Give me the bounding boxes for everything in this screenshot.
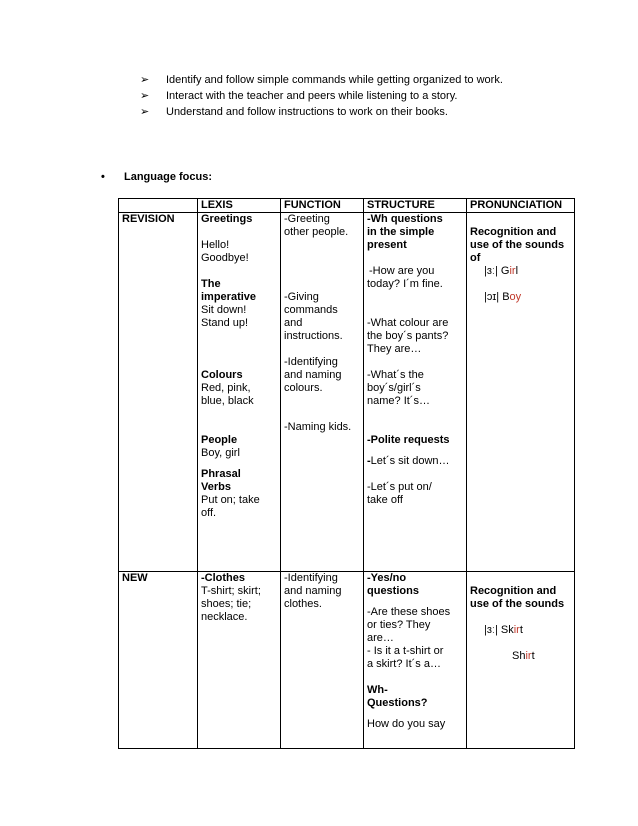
arrow-bullet-icon: ➢ [140,90,150,102]
row-label: NEW [122,572,148,584]
word-highlight: oy [509,291,522,303]
function-item: -Identifying [284,356,338,368]
new-pronunciation-cell [467,572,575,749]
objective-text: Identify and follow simple commands while getting organized to work. [166,74,503,86]
revision-structure-cell [364,213,467,572]
word-part: Sh [512,650,526,662]
structure-polite-title: -Polite requests [367,434,450,446]
structure-item [367,455,463,468]
lexis-item: Sit down! [201,304,247,316]
revision-pronunciation-cell [467,213,575,572]
revision-row [119,213,575,572]
example-word [512,650,535,662]
word-part: G [500,265,510,277]
structure-text: Let´s sit down… [370,455,450,467]
new-function-cell [281,572,364,749]
lexis-imperative-title: The [201,278,221,290]
structure-item: -Let´s put on/ [367,481,432,493]
table-header-row [119,199,575,213]
phoneme-symbol: |ɜː| [484,265,498,277]
structure-item: take off [367,494,403,506]
lexis-item: Hello! [201,239,230,251]
lexis-item: Red, pink, [201,382,251,394]
function-item: and naming [284,369,342,381]
lexis-item: T-shirt; skirt; [201,585,261,597]
lexis-phrasal-title: Phrasal [201,468,241,480]
header-structure: STRUCTURE [364,199,467,213]
structure-item: or ties? They [367,619,431,631]
function-item: instructions. [284,330,343,342]
lexis-item: Goodbye! [201,252,249,264]
structure-item: name? It´s… [367,395,430,407]
objectives-list [140,72,503,120]
revision-lexis-cell [198,213,281,572]
bullet-dot-icon: • [101,171,105,183]
pronunciation-title: of [470,252,481,264]
lexis-colours-title: Colours [201,369,243,381]
lexis-clothes-title: -Clothes [201,572,245,584]
function-item: -Greeting [284,213,330,225]
function-item: -Identifying [284,572,338,584]
language-focus-table [118,198,575,749]
word-part: t [519,624,523,636]
sound-example [470,650,571,663]
structure-item: today? I´m fine. [367,278,443,290]
phoneme-symbol: |ɔɪ| [484,291,500,303]
header-pronunciation: PRONUNCIATION [467,199,575,213]
header-lexis: LEXIS [198,199,281,213]
lexis-item: Boy, girl [201,447,240,459]
pronunciation-title: use of the sounds [470,598,565,610]
example-word [502,291,521,303]
sound-example [470,291,571,304]
structure-item: - Is it a t-shirt or [367,645,444,657]
objective-text: Understand and follow instructions to work on their books. [166,106,448,118]
word-part: Sk [500,624,514,636]
function-item: other people. [284,226,349,238]
structure-title: in the simple [367,226,435,238]
objective-text: Interact with the teacher and peers while listening to a story. [166,90,458,102]
structure-title: Wh- [367,684,388,696]
revision-function-cell [281,213,364,572]
example-word [501,265,518,277]
lexis-item: blue, black [201,395,254,407]
structure-item: -What colour are [367,317,449,329]
lexis-item: Put on; take [201,494,260,506]
lexis-item: Stand up! [201,317,249,329]
structure-item: -What´s the [367,369,424,381]
phoneme-symbol: |ɜː| [484,624,498,636]
structure-item: a skirt? It´s a… [367,658,441,670]
function-item: and [284,317,303,329]
new-row [119,572,575,749]
function-item: -Giving [284,291,319,303]
word-highlight: ir [509,265,516,277]
structure-item: the boy´s pants? [367,330,449,342]
word-highlight: ir [513,624,520,636]
language-focus-title: Language focus: [124,171,213,183]
structure-item: -Are these shoes [367,606,451,618]
header-empty [119,199,198,213]
lexis-imperative-title: imperative [201,291,257,303]
structure-item: boy´s/girl´s [367,382,421,394]
lexis-phrasal-title: Verbs [201,481,231,493]
lexis-item: off. [201,507,217,519]
row-label: REVISION [122,213,175,225]
pronunciation-title: Recognition and [470,226,557,238]
function-item: and naming [284,585,342,597]
function-item: colours. [284,382,323,394]
structure-title: questions [367,585,419,597]
lexis-item: necklace. [201,611,248,623]
language-focus-heading [101,171,213,183]
structure-item: -How are you [369,265,435,277]
lexis-greetings-title: Greetings [201,213,253,225]
structure-item: are… [367,632,394,644]
arrow-bullet-icon: ➢ [140,106,150,118]
example-word [501,624,523,636]
structure-title: Questions? [367,697,428,709]
function-item: -Naming kids. [284,421,352,433]
objective-item [140,72,503,88]
revision-label [119,213,198,572]
word-part: t [531,650,535,662]
structure-title: -Yes/no [367,572,407,584]
new-lexis-cell [198,572,281,749]
new-label [119,572,198,749]
function-item: commands [284,304,338,316]
new-structure-cell [364,572,467,749]
structure-item: How do you say [367,718,446,730]
objective-item [140,104,503,120]
arrow-bullet-icon: ➢ [140,74,150,86]
header-function: FUNCTION [281,199,364,213]
word-part: l [515,265,519,277]
structure-dash: - [367,455,371,467]
word-highlight: ir [525,650,532,662]
function-item: clothes. [284,598,322,610]
structure-item: They are… [367,343,422,355]
sound-example [470,265,571,278]
pronunciation-title: Recognition and [470,585,557,597]
sound-example [470,624,571,637]
pronunciation-title: use of the sounds [470,239,565,251]
objective-item [140,88,503,104]
structure-title: -Wh questions [367,213,443,225]
structure-title: present [367,239,407,251]
lexis-item: shoes; tie; [201,598,252,610]
lexis-people-title: People [201,434,238,446]
word-part: B [502,291,510,303]
